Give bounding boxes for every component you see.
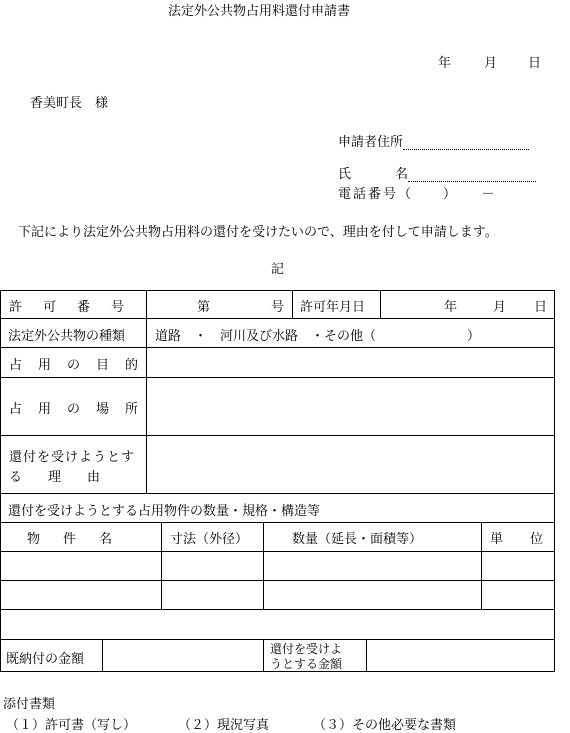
applicant-address-label: 申請者住所 <box>338 135 404 150</box>
permit-number-go: 号 <box>271 300 285 315</box>
ki-label: 記 <box>271 262 285 277</box>
date-month: 月 <box>484 56 498 71</box>
attachment-item: （３）その他必要な書類 <box>313 718 457 733</box>
public-property-type-value: 道路 ・ 河川及び水路 ・その他（ ） <box>155 329 481 344</box>
refund-amount-label-line2: うとする金額 <box>270 657 343 671</box>
applicant-name-label-a: 氏 <box>338 167 352 182</box>
refund-reason-label-line1: 還付を受けようとす <box>9 450 136 465</box>
paid-amount-label: 既納付の金額 <box>6 652 85 667</box>
public-property-type-label: 法定外公共物の種類 <box>8 329 126 344</box>
intro-text: 下記により法定外公共物占用料の還付を受けたいので、理由を付して申請します。 <box>18 225 498 240</box>
date-day: 日 <box>528 56 542 71</box>
address-dotted-line <box>403 135 529 150</box>
occupancy-place-label: 占用の場所 <box>9 402 155 417</box>
permit-date-day: 日 <box>534 300 548 315</box>
addressee: 香美町長 様 <box>30 96 109 111</box>
permit-date-label: 許可年月日 <box>300 300 366 315</box>
document-title: 法定外公共物占用料還付申請書 <box>168 4 351 19</box>
applicant-address <box>338 131 529 150</box>
attachment-item: （２）現況写真 <box>178 718 270 733</box>
attachments-label: 添付書類 <box>3 697 56 712</box>
permit-number-label: 許可番号 <box>9 300 146 315</box>
applicant-name-label-b: 名 <box>395 167 409 182</box>
attachment-item: （１）許可書（写し） <box>6 718 137 733</box>
refund-reason-label-line2: る 理 由 <box>9 470 101 485</box>
applicant-name <box>338 163 536 182</box>
date-year: 年 <box>438 56 452 71</box>
permit-date-month: 月 <box>493 300 507 315</box>
permit-date-year: 年 <box>444 300 458 315</box>
column-quantity: 数量（延長・面積等） <box>292 532 423 547</box>
name-dotted-line <box>408 167 536 182</box>
column-unit: 単位 <box>490 532 570 547</box>
refund-amount-label-line1: 還付を受けよ <box>270 642 343 656</box>
column-item-name: 物件名 <box>27 532 136 547</box>
occupancy-purpose-label: 占用の目的 <box>9 358 155 373</box>
column-size: 寸法（外径） <box>170 532 249 547</box>
applicant-phone: 電話番号（ ） － <box>338 187 497 202</box>
permit-number-dai: 第 <box>197 300 211 315</box>
items-section-header: 還付を受けようとする占用物件の数量・規格・構造等 <box>8 504 321 519</box>
